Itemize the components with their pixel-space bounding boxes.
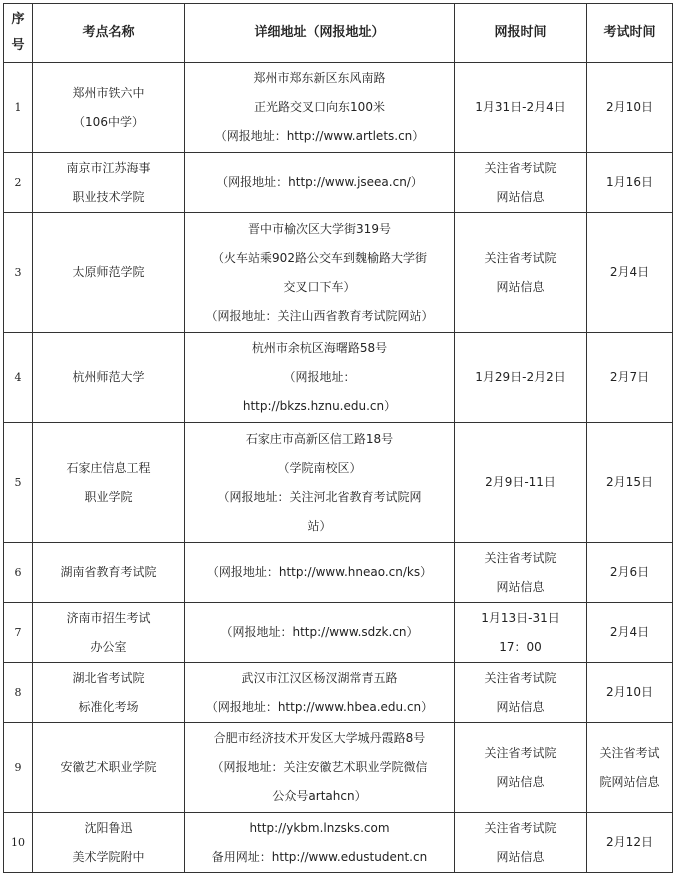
cell-site-name-line: 湖南省教育考试院 <box>60 565 157 579</box>
cell-exam-time <box>587 813 673 873</box>
table-row <box>4 723 673 813</box>
cell-site-name-line: 标准化考场 <box>78 699 139 714</box>
cell-signup-time <box>455 663 587 723</box>
table-row <box>4 663 673 723</box>
cell-index: 10 <box>4 813 33 873</box>
cell-exam-time-line: 院网站信息 <box>599 774 660 789</box>
cell-address-line: （网报地址：关注河北省教育考试院网 <box>217 489 422 504</box>
cell-address-line: 备用网址：http://www.edustudent.cn <box>211 849 428 864</box>
cell-address-line: 武汉市江汉区杨汊湖常青五路 <box>241 670 398 685</box>
cell-site-name-line: 安徽艺术职业学院 <box>60 760 157 774</box>
table-row <box>4 423 673 543</box>
table-row <box>4 813 673 873</box>
cell-signup-time-line: 1月13日-31日 <box>481 610 560 625</box>
header-signup-time: 网报时间 <box>455 4 587 63</box>
cell-exam-time-line: 2月15日 <box>606 475 653 489</box>
cell-exam-time <box>587 543 673 603</box>
cell-index: 6 <box>4 543 33 603</box>
cell-exam-time <box>587 423 673 543</box>
cell-address <box>185 63 455 153</box>
cell-exam-time <box>587 333 673 423</box>
header-row <box>4 4 673 63</box>
cell-signup-time <box>455 603 587 663</box>
cell-exam-time <box>587 603 673 663</box>
cell-exam-time-line: 关注省考试 <box>599 745 660 760</box>
table-row <box>4 213 673 333</box>
cell-address <box>185 663 455 723</box>
table-row <box>4 543 673 603</box>
cell-signup-time-line: 网站信息 <box>496 774 545 789</box>
cell-exam-time-line: 2月10日 <box>606 685 653 699</box>
cell-index: 3 <box>4 213 33 333</box>
cell-index: 2 <box>4 153 33 213</box>
cell-address-line: （网报地址：关注山西省教育考试院网站） <box>205 308 434 323</box>
cell-address-line: （火车站乘902路公交车到魏榆路大学街 <box>212 250 427 265</box>
header-site-name: 考点名称 <box>33 4 185 63</box>
table-body <box>4 63 673 873</box>
cell-index: 8 <box>4 663 33 723</box>
cell-site-name <box>33 723 185 813</box>
cell-address <box>185 153 455 213</box>
cell-address-line: 合肥市经济技术开发区大学城丹霞路8号 <box>213 731 426 745</box>
cell-exam-time-line: 2月4日 <box>609 625 650 639</box>
cell-signup-time <box>455 813 587 873</box>
cell-address-line: 晋中市榆次区大学街319号 <box>248 221 391 236</box>
cell-signup-time-line: 网站信息 <box>496 699 545 714</box>
table-row <box>4 63 673 153</box>
cell-exam-time <box>587 723 673 813</box>
cell-signup-time-line: 关注省考试院 <box>484 550 557 565</box>
cell-exam-time <box>587 213 673 333</box>
cell-signup-time-line: 关注省考试院 <box>484 250 557 265</box>
cell-address <box>185 603 455 663</box>
cell-site-name-line: 济南市招生考试 <box>66 610 151 625</box>
cell-address-line: （网报地址：http://www.artlets.cn） <box>214 129 425 143</box>
table-row <box>4 153 673 213</box>
cell-site-name-line: 南京市江苏海事 <box>66 160 151 175</box>
exam-site-table <box>3 3 673 873</box>
cell-signup-time <box>455 213 587 333</box>
cell-exam-time-line: 2月10日 <box>606 100 653 114</box>
cell-site-name-line: 太原师范学院 <box>72 265 145 279</box>
cell-site-name <box>33 543 185 603</box>
cell-site-name-line: 郑州市铁六中 <box>72 85 145 100</box>
cell-address <box>185 723 455 813</box>
cell-address-line: http://ykbm.lnzsks.com <box>249 820 390 835</box>
cell-address-line: （网报地址：http://www.jseea.cn/） <box>216 175 423 189</box>
cell-address-line: 正光路交叉口向东100米 <box>254 100 385 114</box>
cell-index: 7 <box>4 603 33 663</box>
cell-signup-time-line: 网站信息 <box>496 279 545 294</box>
cell-signup-time-line: 1月31日-2月4日 <box>475 100 566 114</box>
cell-site-name <box>33 63 185 153</box>
cell-signup-time-line: 关注省考试院 <box>484 820 557 835</box>
exam-site-table-container <box>3 3 673 873</box>
cell-signup-time-line: 17：00 <box>499 639 542 654</box>
header-address: 详细地址（网报地址） <box>185 4 455 63</box>
table-row <box>4 603 673 663</box>
cell-exam-time-line: 2月12日 <box>606 835 653 849</box>
cell-address-line: 站） <box>307 518 332 533</box>
cell-address-line: 石家庄市高新区信工路18号 <box>245 431 394 446</box>
cell-site-name-line: 职业学院 <box>84 489 133 504</box>
cell-exam-time-line: 2月4日 <box>609 265 650 279</box>
cell-address <box>185 213 455 333</box>
cell-address <box>185 423 455 543</box>
cell-signup-time <box>455 543 587 603</box>
cell-site-name-line: （106中学） <box>73 114 144 129</box>
cell-signup-time-line: 关注省考试院 <box>484 745 557 760</box>
cell-address-line: （网报地址：http://www.hneao.cn/ks） <box>206 565 433 579</box>
cell-signup-time <box>455 153 587 213</box>
cell-site-name-line: 湖北省考试院 <box>72 670 145 685</box>
cell-signup-time <box>455 423 587 543</box>
cell-signup-time <box>455 723 587 813</box>
cell-site-name <box>33 603 185 663</box>
cell-site-name <box>33 813 185 873</box>
table-row <box>4 333 673 423</box>
cell-address-line: （网报地址： <box>283 370 356 384</box>
cell-address-line: （网报地址：http://www.sdzk.cn） <box>220 625 419 639</box>
cell-address-line: 交叉口下车） <box>283 279 356 294</box>
cell-site-name-line: 职业技术学院 <box>72 189 145 204</box>
cell-exam-time-line: 1月16日 <box>606 175 653 189</box>
cell-address-line: http://bkzs.hznu.edu.cn） <box>242 399 397 413</box>
cell-signup-time-line: 关注省考试院 <box>484 160 557 175</box>
cell-address-line: 杭州市余杭区海曙路58号 <box>251 341 388 355</box>
cell-address-line: （学院南校区） <box>277 460 362 475</box>
header-exam-time: 考试时间 <box>587 4 673 63</box>
cell-address <box>185 543 455 603</box>
cell-site-name <box>33 423 185 543</box>
cell-site-name-line: 办公室 <box>90 639 127 654</box>
cell-site-name <box>33 213 185 333</box>
cell-signup-time-line: 网站信息 <box>496 189 545 204</box>
cell-site-name-line: 石家庄信息工程 <box>66 460 151 475</box>
cell-site-name-line: 杭州师范大学 <box>72 370 145 384</box>
cell-site-name-line: 沈阳鲁迅 <box>84 820 133 835</box>
cell-index: 5 <box>4 423 33 543</box>
cell-address-line: 郑州市郑东新区东风南路 <box>253 71 386 85</box>
cell-site-name <box>33 333 185 423</box>
header-index: 序号 <box>4 4 33 63</box>
cell-site-name <box>33 663 185 723</box>
cell-address-line: （网报地址：关注安徽艺术职业学院微信 <box>211 760 428 774</box>
cell-exam-time <box>587 63 673 153</box>
cell-index: 4 <box>4 333 33 423</box>
cell-signup-time <box>455 333 587 423</box>
cell-signup-time-line: 网站信息 <box>496 849 545 864</box>
cell-address-line: 公众号artahcn） <box>272 789 367 803</box>
cell-exam-time <box>587 663 673 723</box>
cell-exam-time <box>587 153 673 213</box>
cell-site-name <box>33 153 185 213</box>
cell-signup-time-line: 网站信息 <box>496 579 545 594</box>
cell-site-name-line: 美术学院附中 <box>72 849 145 864</box>
cell-signup-time-line: 关注省考试院 <box>484 670 557 685</box>
cell-index: 1 <box>4 63 33 153</box>
cell-exam-time-line: 2月7日 <box>609 370 650 384</box>
cell-address <box>185 813 455 873</box>
cell-index: 9 <box>4 723 33 813</box>
cell-signup-time-line: 2月9日-11日 <box>485 475 556 489</box>
cell-address <box>185 333 455 423</box>
cell-address-line: （网报地址：http://www.hbea.edu.cn） <box>205 699 434 714</box>
cell-signup-time-line: 1月29日-2月2日 <box>475 370 566 384</box>
cell-signup-time <box>455 63 587 153</box>
cell-exam-time-line: 2月6日 <box>609 565 650 579</box>
